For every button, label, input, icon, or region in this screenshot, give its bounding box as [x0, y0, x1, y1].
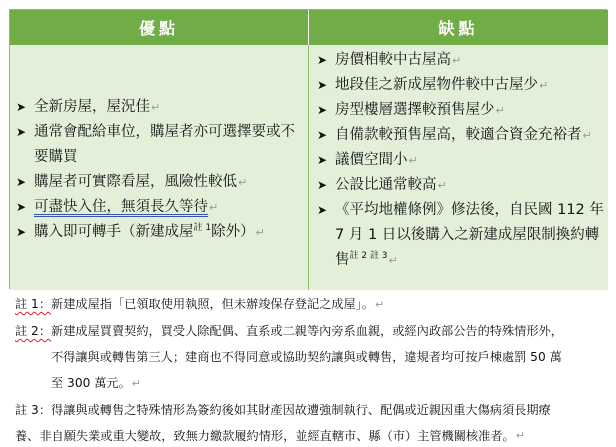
list-item: ➤ 可盡快入住，無須長久等待↵	[16, 195, 306, 220]
arrow-bullet-icon: ➤	[16, 200, 27, 214]
list-item: ➤ 房型樓層選擇較預售屋少↵	[317, 98, 607, 123]
pros-header: 優點	[10, 10, 309, 45]
cons-header: 缺點	[309, 10, 608, 45]
list-item: ➤ 全新房屋，屋況佳↵	[16, 95, 306, 120]
arrow-bullet-icon: ➤	[317, 103, 328, 117]
arrow-bullet-icon: ➤	[16, 125, 27, 139]
arrow-bullet-icon: ➤	[317, 153, 328, 167]
arrow-bullet-icon: ➤	[317, 78, 328, 92]
footnote-ref: 註 1	[193, 223, 212, 234]
list-item: ➤ 地段佳之新成屋物件較中古屋少↵	[317, 73, 607, 98]
arrow-bullet-icon: ➤	[317, 53, 328, 67]
cons-cell	[309, 45, 608, 290]
pros-list	[16, 95, 306, 245]
list-item: ➤ 公設比通常較高↵	[317, 173, 607, 198]
arrow-bullet-icon: ➤	[16, 175, 27, 189]
arrow-bullet-icon: ➤	[317, 128, 328, 142]
list-item: ➤ 《平均地權條例》修法後，自民國 112 年 7 月 1 日以後購入之新建成屋限制換約轉售$^{註 2 註 3}$↵	[317, 198, 607, 273]
pros-cons-table	[9, 9, 607, 289]
pros-cell	[10, 45, 309, 290]
list-item: ➤ 通常會配給車位，購屋者亦可選擇要或不要購買	[16, 120, 306, 170]
list-item: ➤ 自備款較預售屋高，較適合資金充裕者↵	[317, 123, 607, 148]
arrow-bullet-icon: ➤	[16, 100, 27, 114]
cons-list	[317, 48, 607, 273]
arrow-bullet-icon: ➤	[317, 203, 328, 217]
footnote-2-line-2: 不得讓與或轉售第三人；建商也不得同意或協助契約讓與或轉售，違規者均可按戶棟處罰 50 萬	[51, 350, 562, 364]
footnote-3-line-2: 養、非自願失業或重大變故，致無力繳款履約情形，並經直轄市、縣（市）主管機關核准者。 ↵	[15, 429, 525, 443]
footnote-2: 註 2： 新建成屋買賣契約，買受人除配偶、直系或二親等內旁系血親，或經內政部公告的特殊情形外，	[15, 324, 563, 338]
arrow-bullet-icon: ➤	[317, 178, 328, 192]
list-item: ➤ 購入即可轉手（新建成屋$^{註 1}$除外）↵	[16, 220, 306, 245]
list-item: ➤ 購屋者可實際看屋，風險性較低↵	[16, 170, 306, 195]
footnote-1: 註 1： 新建成屋指「已領取使用執照，但未辦竣保存登記之成屋」。↵	[15, 297, 385, 311]
footnotes	[15, 291, 610, 447]
footnote-2-line-3: 至 300 萬元。↵	[51, 376, 141, 390]
list-item: ➤ 房價相較中古屋高↵	[317, 48, 607, 73]
footnote-ref: 註 2 註 3	[349, 251, 388, 262]
list-item: ➤ 議價空間小↵	[317, 148, 607, 173]
arrow-bullet-icon: ➤	[16, 225, 27, 239]
footnote-3: 註 3： 得讓與或轉售之特殊情形為簽約後如其財產因故遭強制執行、配偶或近親因重大傷病須長期療	[15, 403, 551, 417]
